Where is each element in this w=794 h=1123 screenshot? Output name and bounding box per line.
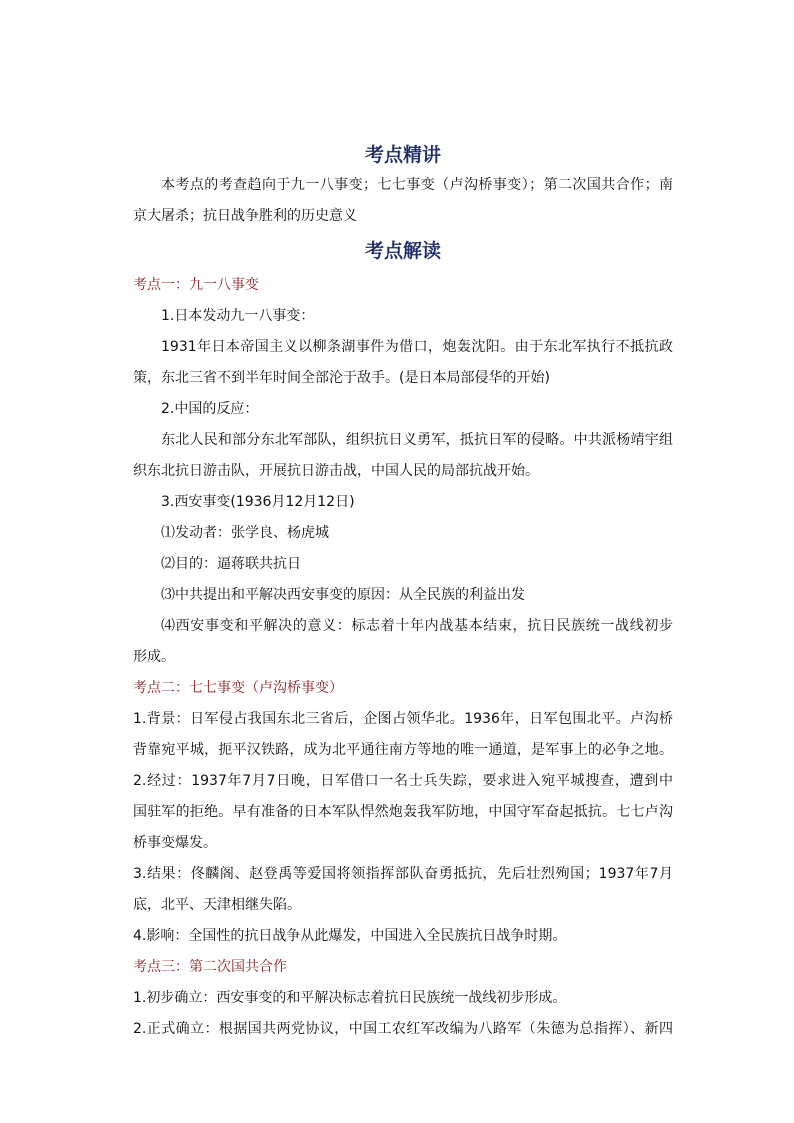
paragraph-line: 织东北抗日游击队，开展抗日游击战，中国人民的局部抗战开始。 [133,463,539,479]
section-title-jingjiang: 考点精讲 [364,144,441,166]
paragraph-line: 桥事变爆发。 [133,835,217,851]
intro-line: 京大屠杀；抗日战争胜利的历史意义 [133,208,357,224]
paragraph-line: 1931年日本帝国主义以柳条湖事件为借口，炮轰沈阳。由于东北军执行不抵抗政 [161,339,673,355]
paragraph-line: 1.初步确立：西安事变的和平解决标志着抗日民族统一战线初步形成。 [133,990,567,1006]
paragraph-line: 底，北平、天津相继失陷。 [133,897,301,913]
kp2-heading: 考点二：七七事变（卢沟桥事变） [133,680,343,696]
paragraph-line: 背靠宛平城，扼平汉铁路，成为北平通往南方等地的唯一通道，是军事上的必争之地。 [133,742,673,758]
paragraph-line: 4.影响：全国性的抗日战争从此爆发，中国进入全民族抗日战争时期。 [133,928,567,944]
paragraph-line: 2.中国的反应： [161,401,259,417]
section-title-jiedu: 考点解读 [364,240,441,262]
paragraph-line: ⑷西安事变和平解决的意义：标志着十年内战基本结束，抗日民族统一战线初步 [161,618,673,634]
paragraph-line: 东北人民和部分东北军部队，组织抗日义勇军，抵抗日军的侵略。中共派杨靖宇组 [161,432,673,448]
paragraph-line: ⑵目的：逼蒋联共抗日 [161,556,301,572]
paragraph-line: 1.背景：日军侵占我国东北三省后，企图占领华北。1936年，日军包围北平。卢沟桥 [133,711,673,727]
paragraph-line: 1.日本发动九一八事变： [161,308,315,324]
intro-line: 本考点的考查趋向于九一八事变；七七事变（卢沟桥事变）；第二次国共合作；南 [161,177,673,193]
paragraph-line: 国驻军的拒绝。早有准备的日本军队悍然炮轰我军防地，中国守军奋起抵抗。七七卢沟 [133,804,673,820]
kp3-heading: 考点三：第二次国共合作 [133,959,287,975]
paragraph-line: 3.西安事变(1936月12月12日) [161,494,355,510]
kp1-heading: 考点一：九一八事变 [133,277,259,293]
paragraph-line: 形成。 [133,649,175,665]
paragraph-line: 2.正式确立：根据国共两党协议，中国工农红军改编为八路军（朱德为总指挥）、新四 [133,1021,673,1037]
paragraph-line: ⑶中共提出和平解决西安事变的原因：从全民族的利益出发 [161,587,525,603]
paragraph-line: ⑴发动者：张学良、杨虎城 [161,525,329,541]
paragraph-line: 策，东北三省不到半年时间全部沦于敌手。(是日本局部侵华的开始) [133,370,550,386]
document-page [133,140,673,1045]
paragraph-line: 2.经过：1937年7月7日晚，日军借口一名士兵失踪，要求进入宛平城搜查，遭到中 [133,773,673,789]
paragraph-line: 3.结果：佟麟阁、赵登禹等爱国将领指挥部队奋勇抵抗，先后壮烈殉国；1937年7月 [133,866,673,882]
